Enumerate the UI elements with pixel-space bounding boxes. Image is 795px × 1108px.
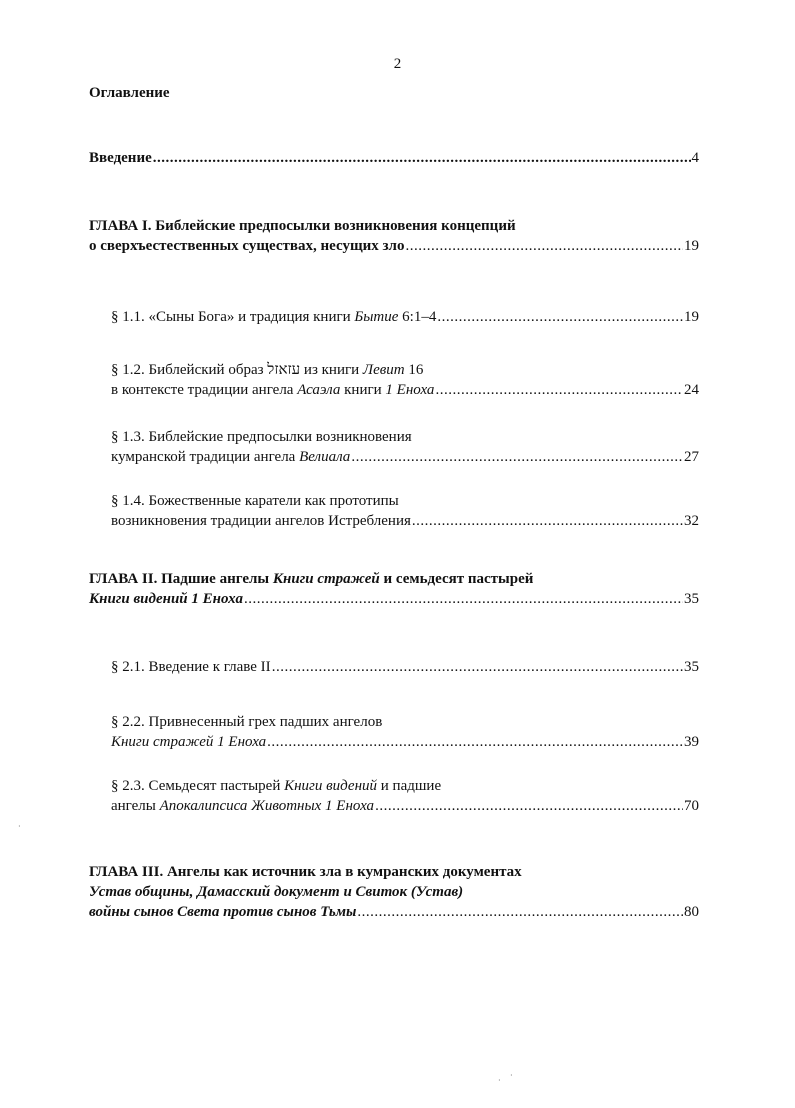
toc-entry-section-1-2[interactable]	[111, 360, 699, 400]
toc-entry-section-1-3[interactable]	[111, 427, 699, 467]
toc-entry-title-line: Устав общины, Дамасский документ и Свиток (Устав)	[89, 884, 464, 900]
page-number: 2	[393, 56, 402, 72]
toc-entry-title-line: ангелы Апокалипсиса Животных 1 Еноха	[111, 798, 375, 814]
toc-entry-title-line: в контексте традиции ангела Асаэла книги 1 Еноха	[111, 382, 435, 398]
scan-speck: ·	[510, 1071, 513, 1080]
toc-leader-dots	[272, 657, 683, 677]
toc-entry-title: Введение	[89, 150, 152, 166]
toc-entry-title-line: кумранской традиции ангела Велиала	[111, 449, 351, 465]
toc-entry-chapter-1[interactable]	[89, 216, 699, 256]
toc-entry-section-2-1[interactable]	[111, 657, 699, 677]
toc-entry-title-line: § 1.3. Библейские предпосылки возникновения	[111, 429, 412, 445]
scan-speck: ·	[18, 822, 21, 831]
toc-leader-dots	[412, 511, 683, 531]
toc-entry-title-line: § 1.2. Библейский образ עזאזל из книги Левит 16	[111, 362, 424, 378]
toc-leader-dots	[357, 902, 683, 922]
toc-entry-page: 27	[684, 449, 699, 465]
toc-entry-introduction[interactable]	[89, 148, 699, 168]
toc-entry-section-1-4[interactable]	[111, 491, 699, 531]
scan-speck: ·	[498, 1076, 501, 1085]
toc-entry-title: § 2.1. Введение к главе II	[111, 659, 271, 675]
toc-entry-page: 70	[684, 798, 699, 814]
toc-entry-chapter-2[interactable]	[89, 569, 699, 609]
toc-leader-dots	[405, 236, 683, 256]
toc-entry-title-line: ГЛАВА I. Библейские предпосылки возникновения концепций	[89, 218, 516, 234]
toc-entry-section-1-1[interactable]	[111, 307, 699, 327]
toc-entry-title-line: Книги видений 1 Еноха	[89, 591, 243, 607]
toc-entry-title-line: § 2.3. Семьдесят пастырей Книги видений и падшие	[111, 778, 442, 794]
toc-entry-title: § 1.1. «Сыны Бога» и традиция книги Бытие 6:1–4	[111, 309, 437, 325]
toc-entry-title-line: § 2.2. Привнесенный грех падших ангелов	[111, 714, 383, 730]
toc-leader-dots	[153, 148, 691, 168]
toc-entry-title-line: ГЛАВА III. Ангелы как источник зла в кумранских документах	[89, 864, 522, 880]
toc-entry-title-line: о сверхъестественных существах, несущих зло	[89, 238, 405, 254]
toc-leader-dots	[351, 447, 683, 467]
hebrew-term: עזאזל	[267, 362, 301, 378]
toc-heading: Оглавление	[89, 85, 170, 101]
toc-leader-dots	[437, 307, 683, 327]
toc-entry-page: 19	[684, 238, 699, 254]
toc-entry-title-line: Книги стражей 1 Еноха	[111, 734, 267, 750]
toc-entry-page: 4	[691, 150, 699, 166]
toc-entry-page: 32	[684, 513, 699, 529]
toc-entry-title-line: возникновения традиции ангелов Истребления	[111, 513, 411, 529]
toc-entry-page: 19	[684, 309, 699, 325]
toc-entry-section-2-2[interactable]	[111, 712, 699, 752]
toc-entry-title-line: ГЛАВА II. Падшие ангелы Книги стражей и семьдесят пастырей	[89, 571, 534, 587]
toc-entry-page: 80	[684, 904, 699, 920]
toc-entry-title-line: § 1.4. Божественные каратели как прототипы	[111, 493, 399, 509]
toc-entry-chapter-3[interactable]	[89, 862, 699, 922]
toc-leader-dots	[267, 732, 683, 752]
toc-leader-dots	[244, 589, 683, 609]
toc-entry-page: 35	[684, 659, 699, 675]
toc-entry-page: 39	[684, 734, 699, 750]
toc-entry-section-2-3[interactable]	[111, 776, 699, 816]
toc-leader-dots	[375, 796, 683, 816]
toc-entry-page: 35	[684, 591, 699, 607]
toc-leader-dots	[435, 380, 683, 400]
toc-entry-title-line: войны сынов Света против сынов Тьмы	[89, 904, 357, 920]
toc-entry-page: 24	[684, 382, 699, 398]
